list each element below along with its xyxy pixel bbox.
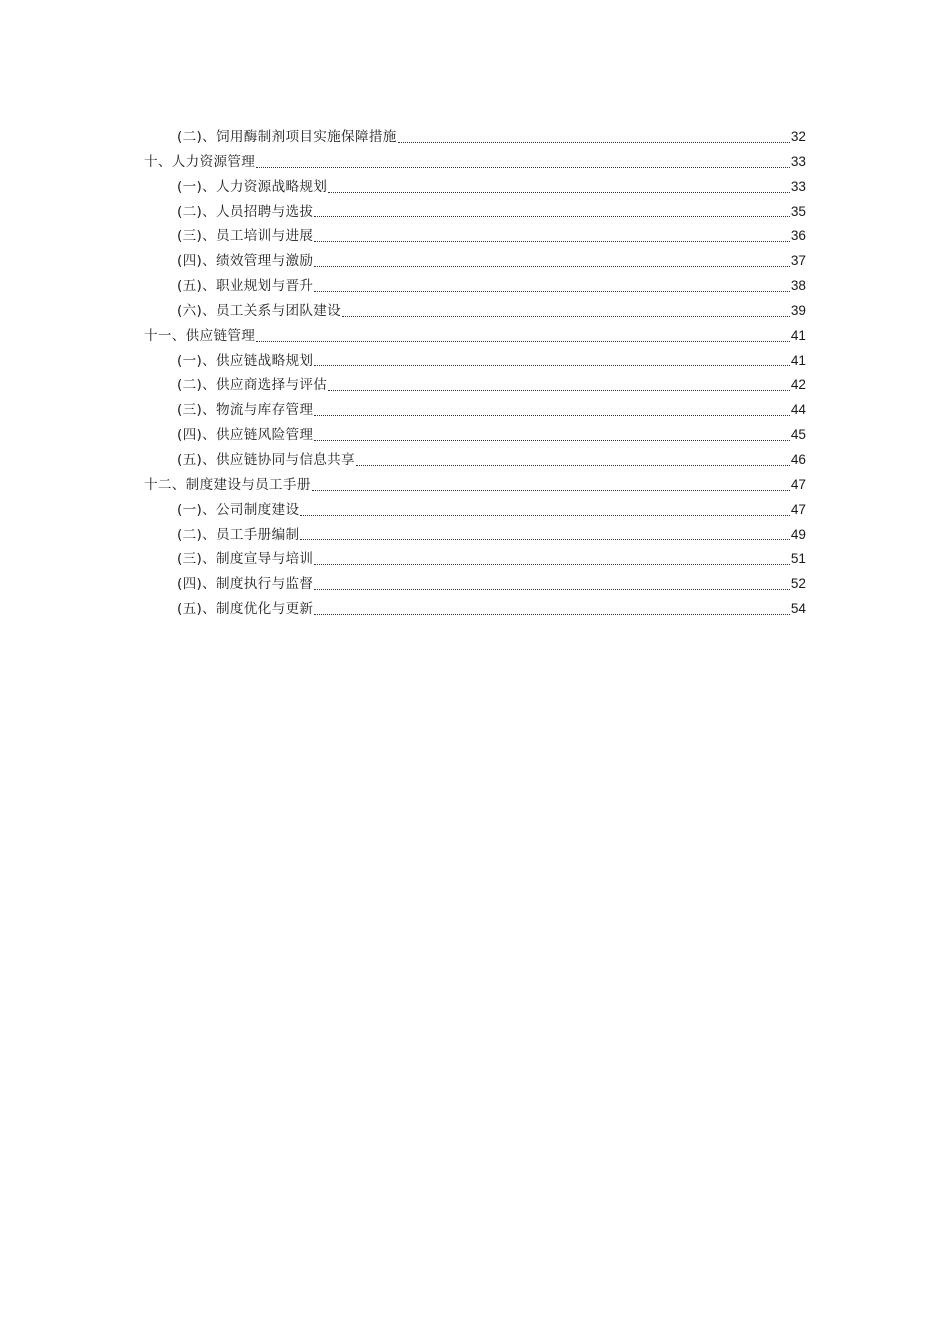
toc-entry-title: (五)、供应链协同与信息共享 [177, 451, 355, 468]
toc-page-number: 51 [790, 551, 806, 567]
toc-dot-leader [300, 539, 790, 540]
toc-section-entry[interactable] [144, 423, 806, 448]
toc-section-entry[interactable] [144, 523, 806, 548]
toc-page-number: 32 [790, 129, 806, 144]
toc-entry-title: (二)、供应商选择与评估 [177, 377, 328, 394]
toc-dot-leader [314, 614, 790, 615]
toc-entry-title: (一)、公司制度建设 [177, 501, 300, 518]
toc-entry-title: 十、人力资源管理 [144, 153, 256, 170]
toc-chapter-entry[interactable] [144, 150, 806, 175]
toc-entry-title: (五)、职业规划与晋升 [177, 278, 314, 295]
toc-section-entry[interactable] [144, 249, 806, 274]
toc-dot-leader [314, 415, 790, 416]
toc-chapter-entry[interactable] [144, 324, 806, 349]
toc-page-number: 36 [790, 228, 806, 244]
toc-dot-leader [314, 365, 790, 366]
toc-dot-leader [256, 341, 790, 342]
toc-section-entry[interactable] [144, 448, 806, 473]
toc-section-entry[interactable] [144, 597, 806, 622]
toc-entry-title: (三)、制度宣导与培训 [177, 551, 314, 568]
toc-page-number: 47 [790, 501, 806, 517]
toc-dot-leader [342, 316, 790, 317]
toc-dot-leader [314, 589, 790, 590]
toc-dot-leader [314, 564, 790, 565]
toc-entry-title: (一)、人力资源战略规划 [177, 178, 328, 195]
toc-section-entry[interactable] [144, 547, 806, 572]
toc-dot-leader [314, 440, 790, 441]
toc-dot-leader [314, 216, 790, 217]
toc-entry-title: 十一、供应链管理 [144, 327, 256, 344]
toc-dot-leader [314, 241, 790, 242]
toc-page-number: 47 [790, 476, 806, 492]
toc-entry-title: (二)、人员招聘与选拔 [177, 203, 314, 220]
toc-dot-leader [300, 515, 790, 516]
toc-dot-leader [328, 192, 790, 193]
toc-dot-leader [398, 142, 790, 143]
toc-entry-title: (三)、员工培训与进展 [177, 228, 314, 245]
toc-section-entry[interactable] [144, 299, 806, 324]
toc-page-number: 44 [790, 402, 806, 418]
toc-page-number: 45 [790, 427, 806, 443]
toc-chapter-entry[interactable] [144, 473, 806, 498]
toc-entry-title: (五)、制度优化与更新 [177, 601, 314, 618]
toc-section-entry[interactable] [144, 349, 806, 374]
toc-page-number: 52 [790, 576, 806, 592]
toc-page-number: 42 [790, 377, 806, 393]
toc-section-entry[interactable] [144, 398, 806, 423]
toc-dot-leader [314, 291, 790, 292]
toc-section-entry[interactable] [144, 200, 806, 225]
toc-entry-title: (二)、员工手册编制 [177, 526, 300, 543]
toc-page-number: 33 [790, 178, 806, 194]
toc-section-entry[interactable] [144, 373, 806, 398]
toc-section-entry[interactable] [144, 572, 806, 597]
toc-page-number: 54 [790, 601, 806, 617]
toc-section-entry[interactable] [144, 224, 806, 249]
toc-entry-title: (四)、绩效管理与激励 [177, 253, 314, 270]
toc-section-entry[interactable] [144, 175, 806, 200]
toc-page-number: 37 [790, 253, 806, 269]
toc-entry-title: 十二、制度建设与员工手册 [144, 476, 311, 493]
toc-dot-leader [256, 167, 790, 168]
table-of-contents [144, 125, 806, 622]
toc-section-entry[interactable] [144, 125, 806, 150]
toc-page-number: 35 [790, 203, 806, 219]
toc-page-number: 49 [790, 526, 806, 542]
toc-page-number: 33 [790, 153, 806, 169]
toc-page-number: 46 [790, 451, 806, 467]
toc-page-number: 41 [790, 352, 806, 368]
toc-section-entry[interactable] [144, 498, 806, 523]
toc-page-number: 38 [790, 278, 806, 294]
toc-entry-title: (三)、物流与库存管理 [177, 402, 314, 419]
toc-section-entry[interactable] [144, 274, 806, 299]
toc-entry-title: (一)、供应链战略规划 [177, 352, 314, 369]
toc-dot-leader [312, 490, 790, 491]
toc-dot-leader [328, 390, 790, 391]
toc-entry-title: (二)、饲用酶制剂项目实施保障措施 [177, 129, 397, 145]
toc-dot-leader [314, 266, 790, 267]
toc-entry-title: (六)、员工关系与团队建设 [177, 302, 342, 319]
toc-page-number: 39 [790, 302, 806, 318]
toc-entry-title: (四)、制度执行与监督 [177, 576, 314, 593]
toc-entry-title: (四)、供应链风险管理 [177, 427, 314, 444]
toc-page-number: 41 [790, 327, 806, 343]
toc-dot-leader [356, 465, 790, 466]
